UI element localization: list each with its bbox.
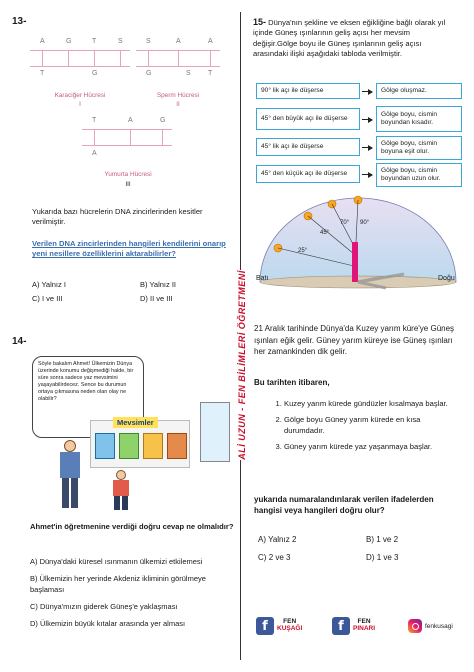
table-left-cell: 45° lik açı ile düşerse [256,138,360,156]
dna-strand [30,66,130,67]
table-right-cell: Gölge oluşmaz. [376,83,462,99]
dna-base: A [128,117,133,124]
dna-base: T [92,117,97,124]
q13-number: 13- [12,16,27,27]
dna-base: G [146,70,152,77]
dna-base: S [186,70,191,77]
speech-bubble: Söyle bakalım Ahmet! Ülkemizin Dünya üzerinde konumu değişmediği halde, bir süre sonra sadece yaz mevsimini yaşayabilirdecez. Sence bu durumun ortaya çıkmasına neden olan olay ne olabilir? [32,356,144,438]
statement-item: 1. Kuzey yarım kürede gündüzler kısalmaya başlar. [284,399,462,409]
watermark: ALİ UZUN - FEN BİLİMLERİ ÖĞRETMENİ [237,270,247,460]
dna-base: A [208,38,213,45]
q14-question: Ahmet'in öğretmenine verdiği doğru cevap ne olmalıdır? [30,522,234,531]
dna-base: A [40,38,45,45]
dna-base: A [92,150,97,157]
dna-base: G [160,117,166,124]
student-figure [110,470,132,510]
q15-header [253,16,453,59]
q14-option-a[interactable]: A) Dünya'daki küresel ısınmanın ülkemizi etkilemesi [30,557,203,566]
q15-option-b[interactable]: B) 1 ve 2 [366,535,399,544]
dna-strand [30,50,130,51]
dna-strand [82,129,172,130]
cell-caption: Karaciğer Hücresi [54,92,106,99]
dna-strand [82,145,172,146]
cell-roman: III [125,181,131,188]
table-right-cell: Gölge boyu, cismin boyuna eşit olur. [376,136,462,160]
q13-stem: Yukarıda bazı hücrelerin DNA zincirlerinden kesitler verilmiştir. [32,207,203,227]
west-label: Batı [256,275,269,282]
east-label: Doğu [438,275,455,282]
cell-roman: II [176,101,180,108]
dna-strand [136,66,220,67]
facebook-fen-pinari[interactable]: f FEN PINARI [332,617,375,635]
q15-question: yukarıda numaralandırılarak verilen ifadelerden hangisi veya hangileri doğru olur? [254,495,434,515]
dna-base: T [40,70,45,77]
dna-base: T [92,38,97,45]
q15-option-d[interactable]: D) 1 ve 3 [366,553,399,562]
facebook-icon: f [256,617,274,635]
angle-label: 45° [320,230,330,236]
q15-statements [276,399,462,458]
cell-caption: Sperm Hücresi [156,92,200,99]
q15-scenario: 21 Aralık tarihinde Dünya'da Kuzey yarım küre'ye Güneş ışınları eğik gelir. Güney yarım küreye ise Güneş ışınları her zamankinden dik gelir. [254,324,455,357]
q15-lead: Bu tarihten itibaren, [254,378,330,387]
q14-option-d[interactable]: D) Ülkemizin büyük kıtalar arasında yer alması [30,619,186,628]
table-right-cell: Gölge boyu, cismin boyundan uzun olur. [376,163,462,187]
q15-stem: Dünya'nın şekline ve eksen eğikliğine bağlı olarak yıl içinde Güneş ışınlarının geliş açısı her mevsim değişir.Gölge boyu ile Güneş ışınlarının geliş açısı arasındaki ilişki aşağıdaki tabloda verilmiştir. [253,18,446,58]
table-right-cell: Gölge boyu, cismin boyundan kısadır. [376,106,462,132]
facebook-fen-kusagi[interactable]: f FEN KUŞAĞI [256,617,302,635]
angle-label: 90° [360,220,370,226]
dna-base: A [176,38,181,45]
q13-option-c[interactable]: C) I ve III [32,294,63,303]
q15-number: 15- [253,17,267,27]
column-divider [240,12,241,270]
dna-base: S [118,38,123,45]
seasons-board: Mevsimler [90,420,190,468]
q15-option-a[interactable]: A) Yalnız 2 [258,535,297,544]
sun-angle-figure [254,194,462,292]
q15-option-c[interactable]: C) 2 ve 3 [258,553,291,562]
angle-label: 25° [298,248,308,254]
teacher-figure [56,440,84,510]
dna-base: S [146,38,151,45]
classroom-illustration [30,352,235,512]
q13-option-d[interactable]: D) II ve III [140,294,173,303]
q13-option-a[interactable]: A) Yalnız I [32,280,66,289]
instagram-link[interactable]: fenkusagi [408,619,453,633]
table-left-cell: 90° lik açı ile düşerse [256,83,360,99]
q13-option-b[interactable]: B) Yalnız II [140,280,176,289]
facebook-icon: f [332,617,350,635]
column-divider [240,460,241,660]
q14-option-c[interactable]: C) Dünya'mızın giderek Güneş'e yaklaşması [30,602,178,611]
q13-question: Verilen DNA zincirlerinden hangileri kendilerini onarıp yeni nesillere özelliklerini aktarabilirler? [32,239,226,259]
angle-label: 70° [340,220,350,226]
cell-roman: I [79,101,81,108]
q14-number: 14- [12,336,27,347]
cell-caption: Yumurta Hücresi [104,171,152,178]
dna-base: G [66,38,72,45]
statement-item: 2. Gölge boyu Güney yarım kürede en kısa durumdadır. [284,415,462,436]
instagram-icon [408,619,422,633]
dna-base: G [92,70,98,77]
table-left-cell: 45° den büyük açı ile düşerse [256,108,360,130]
q14-option-b[interactable]: B) Ülkemizin her yerinde Akdeniz ikliminin görülmeye başlaması [30,574,206,594]
statement-item: 3. Güney yarım kürede yaz yaşanmaya başlar. [284,442,462,452]
dna-base: T [208,70,213,77]
table-left-cell: 45° den küçük açı ile düşerse [256,165,360,183]
